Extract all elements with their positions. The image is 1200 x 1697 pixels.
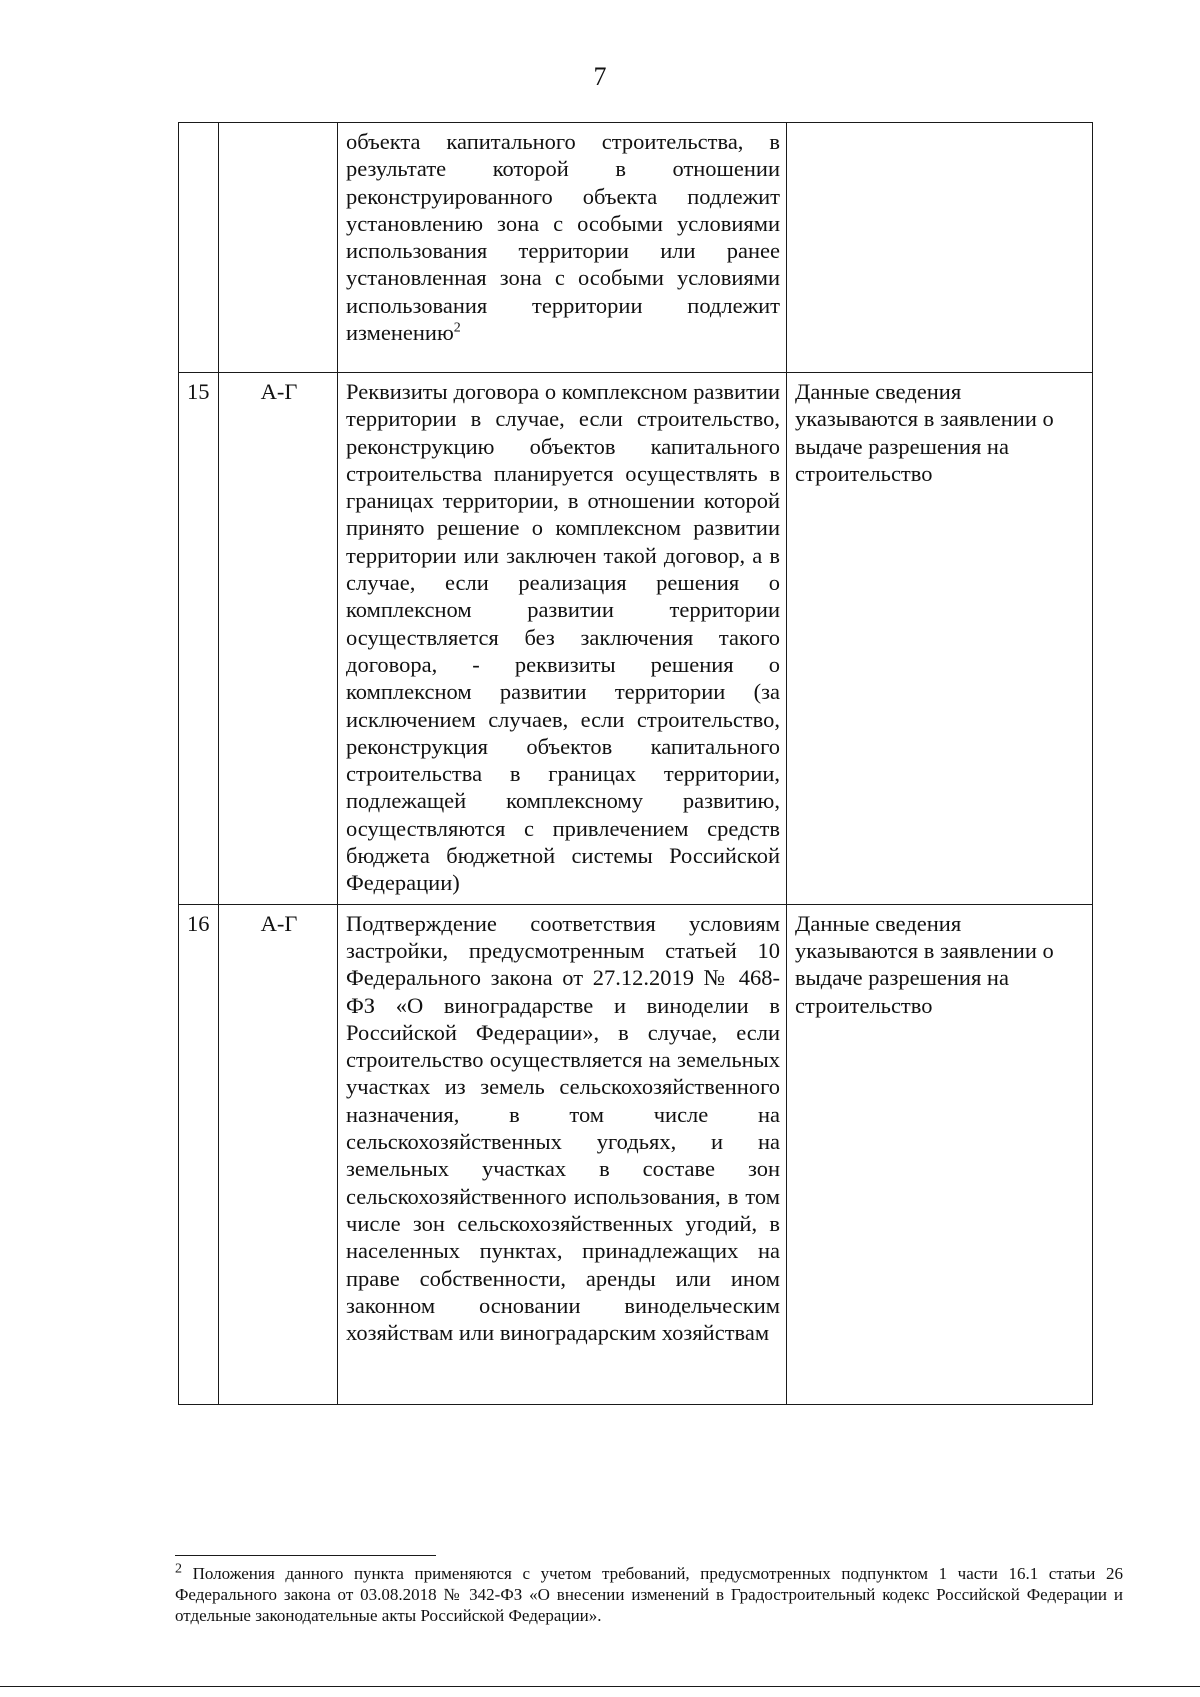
footnote-reference: 2 bbox=[453, 320, 461, 336]
row-category bbox=[219, 123, 338, 373]
page-number: 7 bbox=[593, 62, 607, 91]
row-number: 15 bbox=[179, 373, 219, 905]
footnote-separator bbox=[175, 1555, 436, 1556]
footnote-text: Положения данного пункта применяются с учетом требований, предусмотренных подпунктом 1 части 16.1 статьи 26 Федерального закона от 03.08.2018 № 342-ФЗ «О внесении изменений в Градостроительный кодекс Российской Федерации и отдельные законодательные акты Российской Федерации». bbox=[175, 1564, 1123, 1625]
row-note: Данные сведения указываются в заявлении о выдаче разрешения на строительство bbox=[787, 373, 1093, 905]
row-text: Реквизиты договора о комплексном развитии территории в случае, если строительство, реконструкцию объектов капитального строительства планируется осуществлять в границах территории, в отношении которой принято решение о комплексном развитии территории или заключен такой договор, а в случае, если реализация решения о комплексном развитии территории осуществляется без заключения такого договора, - реквизиты решения о комплексном развитии территории (за исключением случаев, если строительство, реконструкция объектов капитального строительства в границах территории, подлежащей комплексному развитию, осуществляются с привлечением средств бюджета бюджетной системы Российской Федерации) bbox=[338, 373, 787, 905]
footnote-mark: 2 bbox=[175, 1561, 182, 1577]
row-note: Данные сведения указываются в заявлении о выдаче разрешения на строительство bbox=[787, 904, 1093, 1404]
table-row bbox=[179, 373, 1093, 905]
footnote bbox=[175, 1563, 1123, 1626]
row-text bbox=[338, 123, 787, 373]
row-note bbox=[787, 123, 1093, 373]
row-category: А-Г bbox=[219, 904, 338, 1404]
bottom-edge-line bbox=[0, 1686, 1200, 1687]
table-row bbox=[179, 904, 1093, 1404]
row-text-body: объекта капитального строительства, в результате которой в отношении реконструированного объекта подлежит установлению зона с особыми условиями использования территории или ранее установленная зона с особыми условиями использования территории подлежит изменению bbox=[346, 129, 780, 346]
table-row bbox=[179, 123, 1093, 373]
row-number bbox=[179, 123, 219, 373]
row-text: Подтверждение соответствия условиям застройки, предусмотренным статьей 10 Федерального закона от 27.12.2019 № 468-ФЗ «О виноградарстве и виноделии в Российской Федерации», в случае, если строительство осуществляется на земельных участках из земель сельскохозяйственного назначения, в том числе на сельскохозяйственных угодьях, и на земельных участках в составе зон сельскохозяйственного использования, в том числе зон сельскохозяйственных угодий, в населенных пунктах, принадлежащих на праве собственности, аренды или ином законном основании винодельческим хозяйствам или виноградарским хозяйствам bbox=[338, 904, 787, 1404]
requirements-table bbox=[178, 122, 1093, 1405]
row-category: А-Г bbox=[219, 373, 338, 905]
row-number: 16 bbox=[179, 904, 219, 1404]
